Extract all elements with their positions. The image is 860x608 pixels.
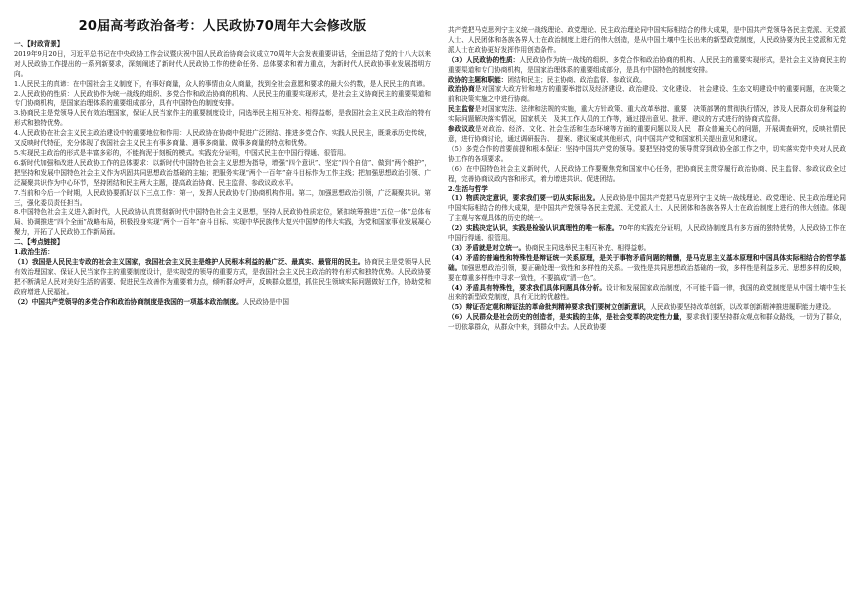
philosophy-item-4-bold: （4）矛盾的普遍性和特殊性是辩证统一关系原理，是关于事物矛盾问题的精髓，是马克思主义基本原理和中国具体实际相结合的哲学基础。 (448, 253, 846, 272)
continued-paragraph: 共产党把马克思列宁主义统一战线理论、政党理论、民主政治理论同中国实际相结合的伟大成果，是中国共产党领导各民主党派、无党派人士、人民团体和各族各界人士在政治制度上进行的伟大创造，是从中国土壤中生长出来的新型政党制度，人民政协要为民主党派和无党派人士在政协更好发挥作用创造条件。 (448, 26, 846, 54)
political-consultation (448, 85, 846, 105)
philosophy-item-1-bold: （1）物质决定意识，要求我们要一切从实际出发。 (448, 194, 600, 203)
politics-theme-bold: 政协的主题和职能： (448, 75, 508, 84)
philosophy-item-5-bold: （4）矛盾具有特殊性，要求我们具体问题具体分析。 (448, 283, 607, 292)
page-title: 20届高考政治备考：人民政协70周年大会修改版 (78, 19, 367, 34)
politics-item-2-text: 人民政协是中国 (242, 297, 289, 306)
point-7: 7.当前和今后一个时期，人民政协要抓好以下三点工作：第一，发挥人民政协专门协商机构作用。第二，加强思想政治引领，广泛凝聚共识。第三，强化委员责任担当。 (14, 188, 431, 207)
politics-item-3-bold: （3）人民政协的性质： (448, 55, 520, 64)
subheading-politics: 1.政治生活： (14, 248, 54, 257)
politics-item-2-bold: （2）中国共产党领导的多党合作和政治协商制度是我国的一项基本政治制度。 (14, 297, 243, 306)
subheading-philosophy: 2.生活与哲学 (448, 184, 488, 193)
philosophy-item-2-bold: （2）实践决定认识，实践是检验认识真理性的唯一标准。 (448, 224, 619, 233)
politics-item-5: （5）多党合作的首要前提和根本保证：坚持中国共产党的领导。要把坚持党的领导贯穿到政协全部工作之中，切实落实党中央对人民政协工作的各项要求。 (448, 144, 846, 163)
philosophy-item-2-text: 70年的实践充分证明，人民政协制度具有多方面的独特优势，人民政协工作在中国行得通、很管用。 (448, 224, 847, 243)
philosophy-item-3-text: 协商民主同选举民主相互补充、相得益彰。 (525, 243, 651, 252)
point-2: 2.人民政协的性质：人民政协作为统一战线的组织、多党合作和政治协商的机构、人民民主的重要实现形式，是社会主义协商民主的重要渠道和专门协商机构，是国家治理体系的重要组成部分，具有中国特色的制度安排。 (14, 89, 431, 108)
democratic-supervision-text: 是对国家宪法、法律和法规的实施，重大方针政策、重大改革举措、重要 决策部署的贯彻执行情况，涉及人民群众切身利益的实际问题解决落实情况，国家机关 及其工作人员的工作等，通过提出意见、批评、建议的方式进行的协商式监督。 (448, 105, 847, 124)
philosophy-item-6-bold: （5）辩证否定观和辩证法的革命批判精神要求我们要树立创新意识， (448, 303, 651, 312)
politics-item-2 (14, 298, 431, 308)
point-1: 1.人民民主的真谛：在中国社会主义制度下，有事好商量，众人的事情由众人商量，找到全社会意愿和要求的最大公约数，是人民民主的真谛。 (14, 79, 430, 88)
philosophy-item-1-text: 人民政协是中国共产党把马克思列宁主义统一战线理论、政党理论、民主政治理论同中国实际相结合的伟大成果，是中国共产党领导各民主党派、无党派人士、人民团体和各族各界人士在政治制度上进行的伟大创造。体现了主观与客观具体的历史的统一。 (448, 194, 846, 223)
politics-item-3-text: 人民政协作为统一战线的组织、多党合作和政治协商的机构、人民民主的重要实现形式，是社会主义协商民主的重要渠道和专门协商机构，是国家治理体系的重要组成部分，是具有中国特色的制度安排。 (448, 55, 846, 74)
philosophy-item-1 (448, 194, 846, 224)
politics-item-1-text: 协商民主是党领导人民有效治理国家、保证人民当家作主的重要制度设计，是实现党的领导的重要方式，是我国社会主义民主政治的特有形式和独特优势。人民政协要把不断满足人民对美好生活的需要、促进民生改善作为重要着力点，倾听群众呼声，反映群众愿望，抓住民生领域实际问题做好工作，协助党和政府增进人民福祉。 (14, 257, 432, 296)
philosophy-item-3 (448, 244, 846, 254)
philosophy-item-2 (448, 224, 846, 244)
politics-item-3 (448, 56, 846, 76)
democratic-supervision (448, 105, 846, 125)
point-5: 5.实现民主政治的形式是丰富多彩的，不能拘泥于刻板的模式。实践充分证明，中国式民主在中国行得通、很管用。 (14, 148, 350, 157)
philosophy-item-3-bold: （3）矛盾就是对立统一。 (448, 243, 526, 252)
politics-item-1 (14, 258, 431, 298)
point-8: 8.中国特色社会主义进入新时代，人民政协认真贯彻新时代中国特色社会主义思想，坚持人民政协性质定位，紧扣统筹推进“五位一体”总体布局、协调推进“四个全面”战略布局，积极投身实现“两个一百年”奋斗目标、实现中华民族伟大复兴中国梦的伟大实践，为党和国家事业发展凝心聚力，开拓了人民政协工作新局面。 (14, 208, 431, 237)
democratic-supervision-bold: 民主监督 (448, 105, 475, 114)
philosophy-item-4 (448, 254, 846, 284)
political-consultation-bold: 政治协商 (448, 85, 475, 94)
section-heading-links: 二、【考点链接】 (14, 238, 64, 247)
left-column (14, 18, 431, 307)
politics-theme (448, 76, 846, 86)
politics-item-6: （6）在中国特色社会主义新时代，人民政协工作要聚焦党和国家中心任务，把协商民主贯穿履行政治协商、民主监督、参政议政全过程，完善协商议政内容和形式，着力增进共识、促进团结。 (448, 164, 846, 183)
intro-paragraph: 2019年9月20日，习近平总书记在中央政协工作会议暨庆祝中国人民政治协商会议成立70周年大会发表重要讲话，全面总结了党的十八大以来对人民政协工作提出的一系列新要求，深刻阐述了新时代人民政协工作的使命任务、总体要求和着力重点，为新时代人民政协事业发展指明方向。 (14, 49, 431, 78)
philosophy-item-5 (448, 284, 846, 304)
philosophy-item-6 (448, 303, 846, 313)
philosophy-item-7-bold: （6）人民群众是社会历史的创造者，是实践的主体，是社会变革的决定性力量， (448, 313, 687, 322)
point-3: 3.协商民主是党领导人民有效治理国家，保证人民当家作主的重要制度设计，同选举民主相互补充、相得益彰，是我国社会主义民主政治的特有形式和独特优势。 (14, 109, 431, 128)
philosophy-item-6-text: 人民政协要坚持改革创新，以改革创新精神推进履职能力建设。 (650, 303, 836, 312)
right-column (448, 26, 846, 333)
section-heading-background: 一、【时政背景】 (14, 40, 64, 48)
philosophy-item-7 (448, 313, 846, 333)
philosophy-item-7-text: 要求我们要坚持群众观点和群众路线，一切为了群众，一切依靠群众，从群众中来，到群众中去。人民政协要 (448, 313, 847, 332)
politics-item-1-bold: （1）我国是人民民主专政的社会主义国家，我国社会主义民主是维护人民根本利益的最广泛、最真实、最管用的民主。 (14, 257, 365, 266)
participation-text: 是对政治、经济、文化、社会生活和生态环境等方面的重要问题以及人民 群众普遍关心的问题，开展调查研究，反映社情民意，进行协商讨论，通过调研报告、 提案、建议案或其他形式，向中国共产党和国家机关提出意见和建议。 (448, 125, 847, 143)
point-4: 4.人民政协在社会主义民主政治建设中的重要地位和作用：人民政协在协商中促进广泛团结、推进多党合作、实践人民民主，既秉承历史传统，又反映时代特征，充分体现了我国社会主义民主有事多商量、遇事多商量、做事多商量的特点和优势。 (14, 129, 431, 148)
philosophy-item-5-text: 设计和发展国家政治制度，不可能千篇一律，我国的政党制度是从中国土壤中生长出来的新型政党制度，具有无比的优越性。 (448, 283, 847, 302)
point-6: 6.新时代加强和改进人民政协工作的总体要求：以新时代中国特色社会主义思想为指导，增强“四个意识”、坚定“四个自信”、做到“两个维护”，把坚持和发展中国特色社会主义作为巩固共同思想政治基础的主轴；把服务实现“两个一百年”奋斗目标作为工作主线；把加强思想政治引领、广泛凝聚共识作为中心环节，坚持团结和民主两大主题，提高政治协商、民主监督、参政议政水平。 (14, 158, 431, 187)
political-consultation-text: 是对国家大政方针和地方的重要举措以及经济建设、政治建设、文化建设、 社会建设、生态文明建设中的重要问题，在决策之前和决策实施之中进行协商。 (448, 85, 847, 104)
participation-bold: 参政议政 (448, 125, 475, 134)
participation (448, 125, 846, 145)
philosophy-item-4-text: 加强思想政治引领，要正确处理一致性和多样性的关系。一致性是共同思想政治基础的一致，多样性是利益多元、思想多样的反映，要在尊重多样性中寻求一致性，不要搞成“清一色”。 (448, 263, 847, 282)
politics-theme-text: 团结和民主；民主协商、政治监督、参政议政。 (507, 75, 646, 84)
